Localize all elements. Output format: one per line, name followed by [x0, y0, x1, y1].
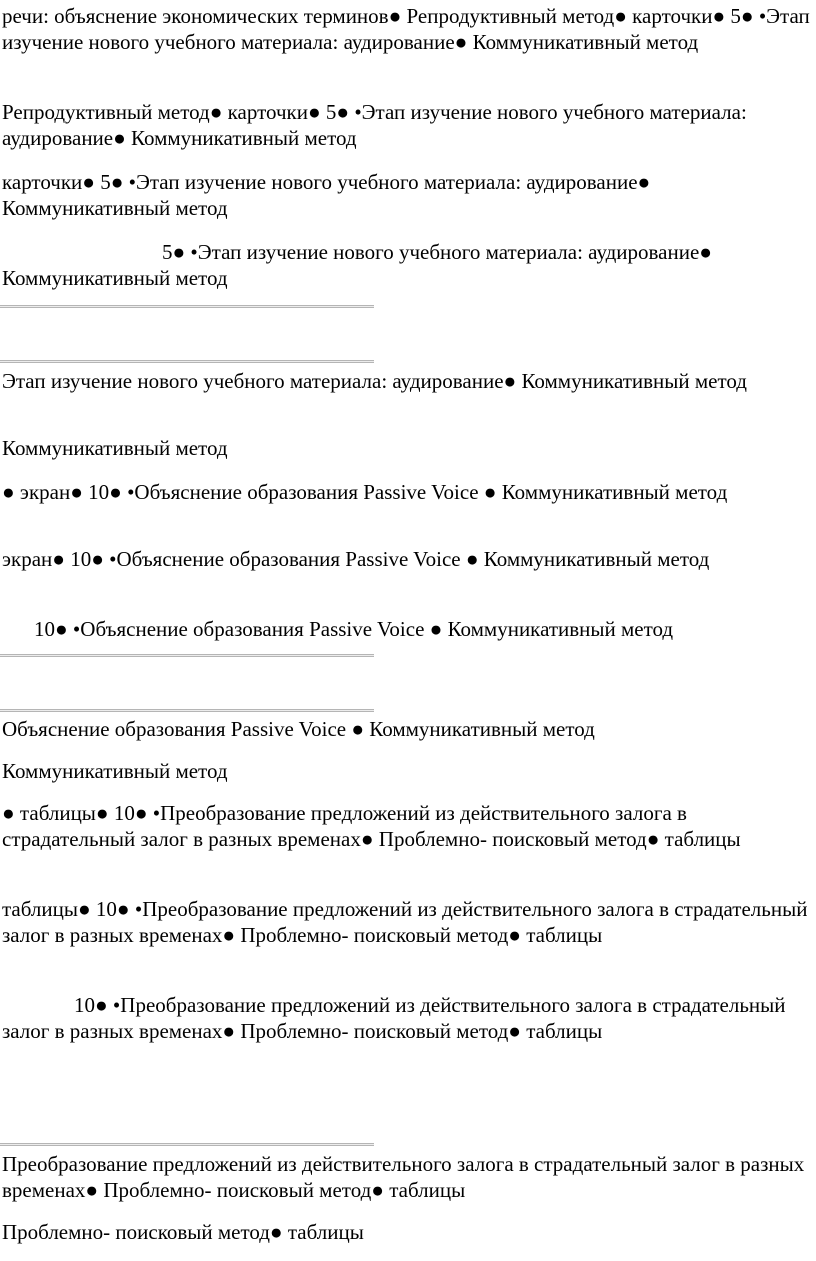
text-fragment-7: ● экран● 10● •Объяснение образования Passive Voice ● Коммуникативный метод: [2, 480, 728, 504]
text-fragment-15: Преобразование предложений из действительного залога в страдательный залог в разных временах● Проблемно- поисковый метод● таблицы: [2, 1152, 805, 1202]
text-fragment-9: 10● •Объяснение образования Passive Voice ● Коммуникативный метод: [34, 617, 674, 641]
divider: [0, 305, 374, 308]
text-fragment-4: 5● •Этап изучение нового учебного материала: аудирование● Коммуникативный метод: [2, 240, 712, 290]
text-fragment-5: Этап изучение нового учебного материала: аудирование● Коммуникативный метод: [2, 369, 747, 393]
text-fragment-10: Объяснение образования Passive Voice ● Коммуникативный метод: [2, 717, 595, 741]
text-fragment-1: речи: объяснение экономических терминов● Репродуктивный метод● карточки● 5● •Этап изучение нового учебного материала: аудирование● Коммуникативный метод: [2, 4, 810, 54]
text-fragment-11: Коммуникативный метод: [2, 759, 228, 783]
text-fragment-8: экран● 10● •Объяснение образования Passive Voice ● Коммуникативный метод: [2, 547, 710, 571]
text-fragment-2: Репродуктивный метод● карточки● 5● •Этап изучение нового учебного материала: аудирование● Коммуникативный метод: [2, 100, 747, 150]
text-fragment-6: Коммуникативный метод: [2, 436, 228, 460]
text-fragment-12: ● таблицы● 10● •Преобразование предложений из действительного залога в страдательный залог в разных временах● Проблемно- поисковый метод● таблицы: [2, 801, 741, 851]
divider: [0, 654, 374, 657]
text-fragment-3: карточки● 5● •Этап изучение нового учебного материала: аудирование● Коммуникативный метод: [2, 170, 651, 220]
divider: [0, 709, 374, 712]
text-fragment-16: Проблемно- поисковый метод● таблицы: [2, 1220, 364, 1244]
text-fragment-14: 10● •Преобразование предложений из действительного залога в страдательный залог в разных временах● Проблемно- поисковый метод● таблицы: [2, 993, 786, 1043]
divider: [0, 1143, 374, 1146]
divider: [0, 360, 374, 363]
text-fragment-13: таблицы● 10● •Преобразование предложений из действительного залога в страдательный залог в разных временах● Проблемно- поисковый метод● таблицы: [2, 897, 808, 947]
